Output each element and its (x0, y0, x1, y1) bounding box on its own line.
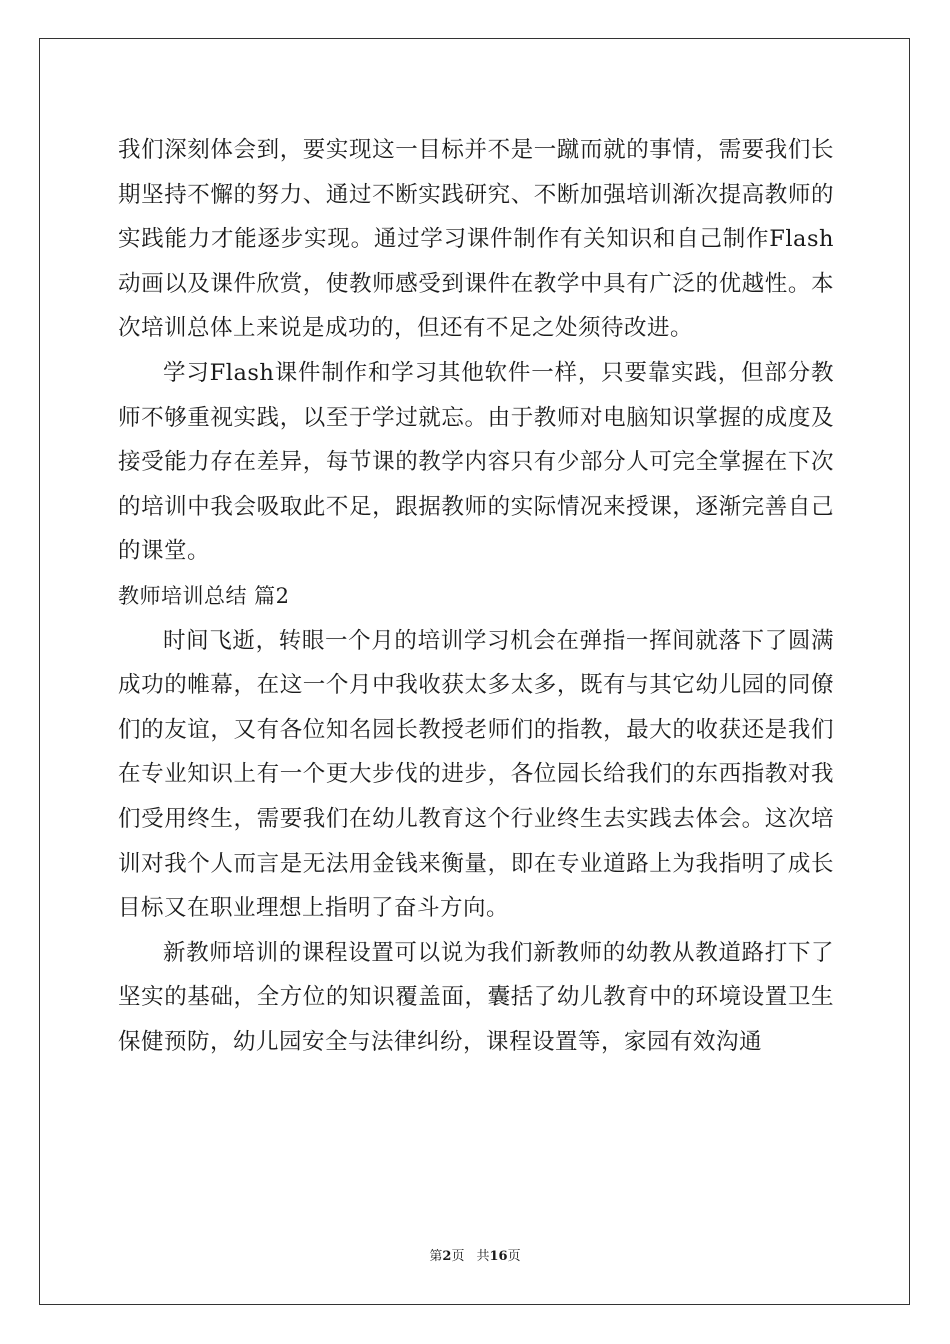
paragraph-3: 时间飞逝，转眼一个月的培训学习机会在弹指一挥间就落下了圆满成功的帷幕，在这一个月中我收获太多太多，既有与其它幼儿园的同僚们的友谊，又有各位知名园长教授老师们的指教，最大的收获还是我们在专业知识上有一个更大步伐的进步，各位园长给我们的东西指教对我们受用终生，需要我们在幼儿教育这个行业终生去实践去体会。这次培训对我个人而言是无法用金钱来衡量，即在专业道路上为我指明了成长目标又在职业理想上指明了奋斗方向。 (118, 627, 834, 922)
page-suffix: 页 (451, 1249, 465, 1264)
paragraph-2: 学习Flash课件制作和学习其他软件一样，只要靠实践，但部分教师不够重视实践，以至于学过就忘。由于教师对电脑知识掌握的成度及接受能力存在差异，每节课的教学内容只有少部分人可完全掌握在下次的培训中我会吸取此不足，跟据教师的实际情况来授课，逐渐完善自己的课堂。 (118, 359, 834, 565)
page-total: 16 (489, 1249, 508, 1264)
paragraph-4: 新教师培训的课程设置可以说为我们新教师的幼教从教道路打下了坚实的基础，全方位的知识覆盖面，囊括了幼儿教育中的环境设置卫生保健预防，幼儿园安全与法律纠纷，课程设置等，家园有效沟通 (118, 939, 834, 1055)
total-prefix: 共 (476, 1249, 490, 1264)
page-current: 2 (442, 1249, 452, 1264)
document-body (118, 128, 834, 1064)
page-prefix: 第 (429, 1249, 443, 1264)
section-heading: 教师培训总结 篇2 (118, 583, 290, 608)
page-footer (0, 1245, 950, 1264)
paragraph-1: 我们深刻体会到，要实现这一目标并不是一蹴而就的事情，需要我们长期坚持不懈的努力、通过不断实践研究、不断加强培训渐次提高教师的实践能力才能逐步实现。通过学习课件制作有关知识和自己制作Flash动画以及课件欣赏，使教师感受到课件在教学中具有广泛的优越性。本次培训总体上来说是成功的，但还有不足之处须待改进。 (118, 137, 834, 342)
total-suffix: 页 (507, 1249, 521, 1264)
